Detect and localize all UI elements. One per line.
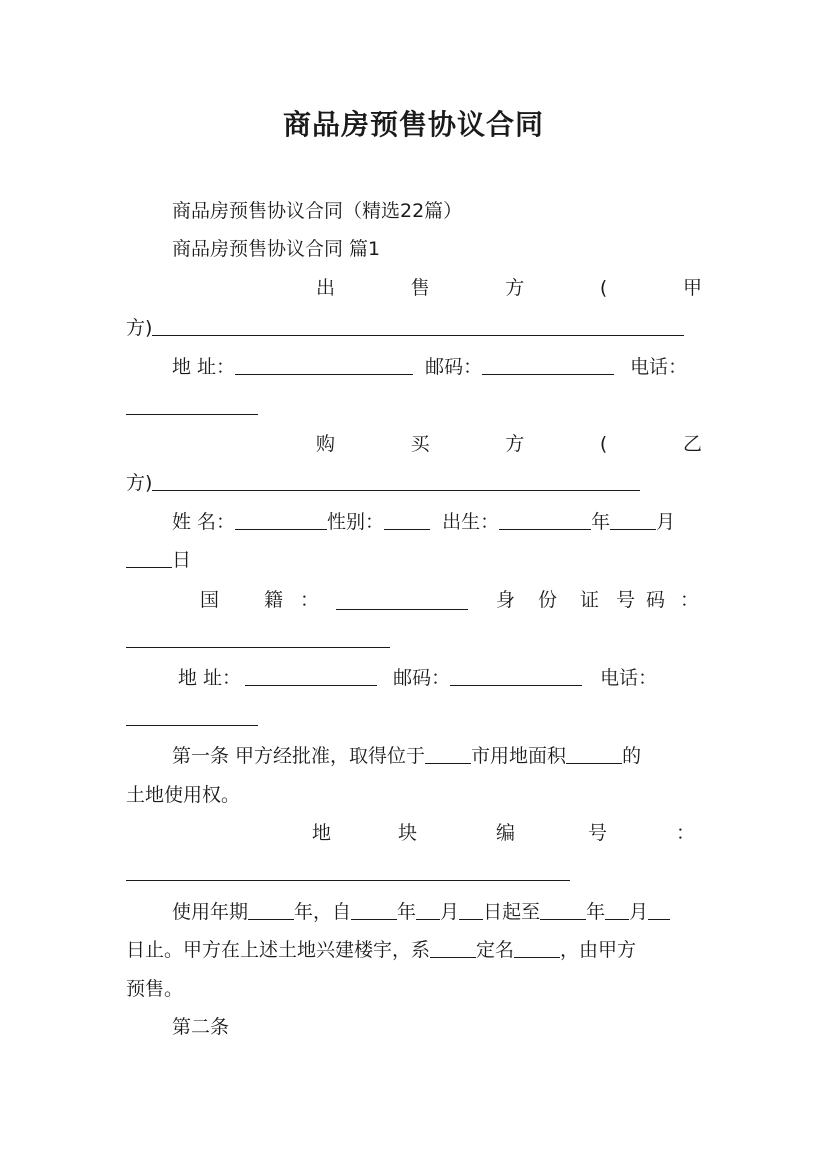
start-year-field[interactable] (351, 897, 397, 920)
buyer-address-label: 地 址： (178, 667, 242, 689)
seller-label-row (316, 271, 702, 305)
year-label: 年 (591, 511, 611, 533)
term-text-line2c: ，由甲方 (560, 939, 637, 961)
seller-phone-field[interactable] (126, 414, 258, 415)
seller-address-field[interactable] (235, 352, 413, 375)
name-field[interactable] (235, 507, 327, 530)
section-heading: 商品房预售协议合同 篇1 (172, 238, 381, 260)
article1-text-a: 第一条 甲方经批准，取得位于 (172, 745, 426, 767)
id-number-field[interactable] (126, 647, 390, 648)
plot-number-row (312, 816, 702, 850)
plot-char: ： (676, 822, 696, 844)
buyer-postcode-field[interactable] (450, 663, 582, 686)
city-field[interactable] (425, 741, 471, 764)
birth-day-line (126, 543, 702, 577)
gender-label: 性别： (327, 511, 385, 533)
birth-year-field[interactable] (499, 507, 591, 530)
start-day-field[interactable] (459, 897, 483, 920)
buyer-char: ( (599, 433, 608, 455)
birth-day-field[interactable] (126, 545, 172, 568)
end-month-field[interactable] (605, 897, 629, 920)
seller-char: 方 (505, 277, 525, 299)
subtitle: 商品房预售协议合同（精选22篇） (172, 200, 463, 222)
term-line1 (172, 895, 702, 929)
birth-label: 出生： (442, 511, 500, 533)
term-text-e: 日起至 (483, 901, 541, 923)
term-text-a: 使用年期 (172, 901, 249, 923)
seller-char: 甲 (682, 277, 702, 299)
seller-phone-label: 电话： (630, 356, 688, 378)
buyer-address-field[interactable] (245, 663, 377, 686)
birth-month-field[interactable] (610, 507, 656, 530)
id-char: 号 (616, 589, 636, 611)
id-char: 码 (646, 589, 666, 611)
nationality-field[interactable] (336, 587, 468, 610)
nationality-char: ： (300, 589, 320, 611)
plot-char: 地 (312, 822, 332, 844)
buyer-char: 买 (410, 433, 430, 455)
seller-name-line (126, 311, 702, 345)
seller-char: 出 (316, 277, 336, 299)
document-title: 商品房预售协议合同 (282, 108, 544, 141)
buyer-tail: 方) (126, 472, 153, 494)
buyer-char: 乙 (682, 433, 702, 455)
seller-address-label: 地 址： (172, 356, 236, 378)
building-name-field[interactable] (514, 935, 560, 958)
seller-postcode-field[interactable] (482, 352, 614, 375)
buyer-phone-field[interactable] (126, 725, 258, 726)
term-text-g: 月 (629, 901, 649, 923)
buyer-postcode-label: 邮码： (393, 667, 451, 689)
nationality-char: 国 (200, 589, 220, 611)
building-type-field[interactable] (430, 935, 476, 958)
term-text-line2a: 日止。甲方在上述土地兴建楼宇，系 (126, 939, 431, 961)
plot-char: 块 (398, 822, 418, 844)
plot-number-field[interactable] (126, 880, 570, 881)
term-text-line2b: 定名 (476, 939, 515, 961)
term-line3: 预售。 (126, 978, 184, 1000)
plot-char: 编 (496, 822, 516, 844)
term-text-c: 年 (397, 901, 417, 923)
end-day-field[interactable] (648, 897, 670, 920)
seller-postcode-label: 邮码： (425, 356, 483, 378)
buyer-char: 购 (316, 433, 336, 455)
buyer-phone-label: 电话： (600, 667, 658, 689)
id-char: 证 (580, 589, 600, 611)
seller-tail: 方) (126, 317, 153, 339)
gender-field[interactable] (384, 507, 430, 530)
buyer-info-line (172, 505, 702, 539)
start-month-field[interactable] (416, 897, 440, 920)
buyer-char: 方 (505, 433, 525, 455)
buyer-name-field[interactable] (152, 468, 640, 491)
term-text-d: 月 (440, 901, 460, 923)
article1-line2: 土地使用权。 (126, 784, 241, 806)
term-text-f: 年 (586, 901, 606, 923)
nationality-row (200, 583, 702, 617)
seller-char: ( (599, 277, 608, 299)
article1-text-b: 市用地面积 (471, 745, 567, 767)
day-label: 日 (172, 549, 192, 571)
buyer-name-line (126, 466, 702, 500)
id-char: 身 (496, 589, 516, 611)
article1-text-c: 的 (622, 745, 642, 767)
seller-contact-line (172, 350, 702, 384)
term-line2 (126, 933, 702, 967)
id-char: ： (680, 589, 700, 611)
seller-char: 售 (410, 277, 430, 299)
seller-name-field[interactable] (152, 313, 684, 336)
nationality-char: 籍 (264, 589, 284, 611)
plot-char: 号 (588, 822, 608, 844)
buyer-label-row (316, 427, 702, 461)
buyer-contact-line (178, 661, 702, 695)
term-text-b: 年，自 (294, 901, 352, 923)
land-area-field[interactable] (566, 741, 622, 764)
term-years-field[interactable] (248, 897, 294, 920)
id-char: 份 (538, 589, 558, 611)
month-label: 月 (656, 511, 676, 533)
article2-heading: 第二条 (172, 1016, 230, 1038)
end-year-field[interactable] (540, 897, 586, 920)
name-label: 姓 名： (172, 511, 236, 533)
article1-line1 (172, 739, 702, 773)
